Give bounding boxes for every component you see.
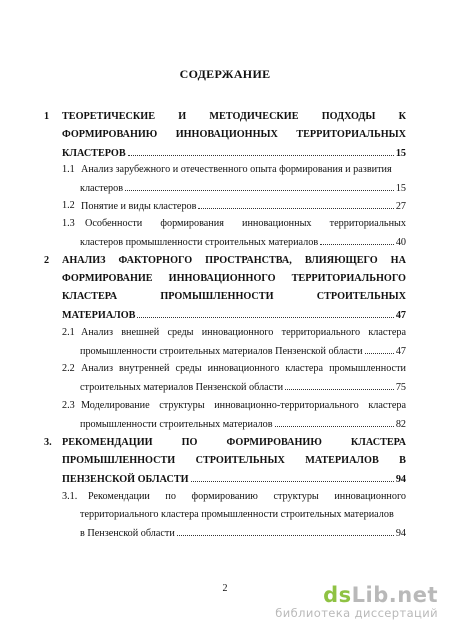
toc-entry-2-1-page: 47 xyxy=(395,346,406,357)
dot-leader xyxy=(275,417,394,427)
toc-entry-2-1-line-2[interactable] xyxy=(80,344,406,357)
watermark xyxy=(275,584,438,620)
word: К xyxy=(398,111,406,122)
toc-entry-1-page: 15 xyxy=(395,148,406,159)
toc-entry-3-1-page: 94 xyxy=(395,528,406,539)
word: инновационного xyxy=(207,363,280,374)
word: ТЕОРЕТИЧЕСКИЕ xyxy=(62,111,155,122)
toc-entry-2-2-line-1 xyxy=(81,362,406,375)
word: МАТЕРИАЛОВ xyxy=(305,455,379,466)
toc-entry-3-line-3[interactable] xyxy=(62,472,406,485)
toc-entry-1-line-2 xyxy=(62,128,406,141)
toc-entry-3-line-1 xyxy=(62,436,406,449)
word: СТРОИТЕЛЬНЫХ xyxy=(316,291,406,302)
word: кластера xyxy=(285,363,324,374)
toc-entry-2-line-4[interactable] xyxy=(62,308,406,321)
toc-entry-1-1-number: 1.1 xyxy=(62,164,75,175)
toc-entry-2-number: 2 xyxy=(44,255,50,266)
word: по xyxy=(165,491,176,502)
word: ТЕРРИТОРИАЛЬНОГО xyxy=(291,273,406,284)
toc-entry-2-2-number: 2.2 xyxy=(62,363,75,374)
word: ПОДХОДЫ xyxy=(321,111,376,122)
watermark-logo xyxy=(275,584,438,606)
toc-entry-2-page: 47 xyxy=(395,310,406,321)
word: Моделирование xyxy=(81,400,150,411)
toc-entry-2-2-page: 75 xyxy=(395,382,406,393)
toc-entry-1-2-line-1[interactable] xyxy=(81,199,406,212)
word: АНАЛИЗ xyxy=(62,255,106,266)
word: территориальных xyxy=(329,218,406,229)
word: ТЕРРИТОРИАЛЬНЫХ xyxy=(296,129,406,140)
word: Анализ xyxy=(81,327,113,338)
toc-entry-1-1-text: кластеров xyxy=(80,183,124,194)
word: инновационного xyxy=(201,327,274,338)
word: ВЛИЯЮЩЕГО xyxy=(304,255,378,266)
toc-title: СОДЕРЖАНИЕ xyxy=(179,67,271,81)
toc-entry-3-1-line-1 xyxy=(88,490,406,503)
toc-entry-1-3-line-1 xyxy=(85,217,406,230)
toc-entry-3-1-number: 3.1. xyxy=(62,491,78,502)
word: ИННОВАЦИОННЫХ xyxy=(175,129,278,140)
toc-entry-2-3-line-2[interactable] xyxy=(80,417,406,430)
toc-entry-1-number: 1 xyxy=(44,111,50,122)
word: структуры xyxy=(273,491,319,502)
word: ФАКТОРНОГО xyxy=(118,255,193,266)
watermark-logo-ds: ds xyxy=(323,583,352,607)
toc-entry-2-3-page: 82 xyxy=(395,419,406,430)
word: внешней xyxy=(121,327,160,338)
toc-entry-1-1-line-2[interactable] xyxy=(80,181,406,194)
word: внутренней xyxy=(119,363,170,374)
dot-leader xyxy=(320,235,394,245)
toc-entry-1-text: КЛАСТЕРОВ xyxy=(62,148,126,159)
word: ФОРМИРОВАНИЮ xyxy=(62,129,158,140)
word: Анализ xyxy=(81,363,113,374)
word: формированию xyxy=(191,491,258,502)
word: кластера xyxy=(368,327,406,338)
word: ПРОМЫШЛЕННОСТИ xyxy=(160,291,274,302)
toc-entry-2-text: МАТЕРИАЛОВ xyxy=(62,310,136,321)
toc-entry-1-3-number: 1.3 xyxy=(62,218,75,229)
word: КЛАСТЕРА xyxy=(62,291,118,302)
word: РЕКОМЕНДАЦИИ xyxy=(62,437,153,448)
dot-leader xyxy=(128,146,394,156)
watermark-logo-rest: Lib.net xyxy=(351,583,438,607)
toc-entry-3-page: 94 xyxy=(395,474,406,485)
toc-entry-1-1-page: 15 xyxy=(395,183,406,194)
toc-entry-3-number: 3. xyxy=(44,437,52,448)
word: формирования xyxy=(160,218,224,229)
toc-entry-3-1-line-2: территориального кластера промышленности строительных материалов xyxy=(80,509,394,520)
toc-entry-3-line-2 xyxy=(62,454,406,467)
word: ПО xyxy=(181,437,198,448)
word: кластера xyxy=(368,400,406,411)
word: промышленности xyxy=(329,363,406,374)
toc-entry-1-3-page: 40 xyxy=(395,237,406,248)
word: среды xyxy=(167,327,194,338)
toc-entry-3-text: ПЕНЗЕНСКОЙ ОБЛАСТИ xyxy=(62,474,189,485)
word: ПРОМЫШЛЕННОСТИ xyxy=(62,455,176,466)
toc-entry-2-3-number: 2.3 xyxy=(62,400,75,411)
toc-entry-1-2-text: Понятие и виды кластеров xyxy=(81,201,197,212)
dot-leader xyxy=(125,181,394,191)
toc-entry-1-3-line-2[interactable] xyxy=(80,235,406,248)
word: среды xyxy=(175,363,202,374)
toc-entry-2-line-3 xyxy=(62,290,406,303)
toc-entry-1-3-text: кластеров промышленности строительных материалов xyxy=(80,237,319,248)
toc-entry-2-line-2 xyxy=(62,272,406,285)
toc-entry-2-1-line-1 xyxy=(81,326,406,339)
word: инновационных xyxy=(242,218,312,229)
toc-entry-2-1-text: промышленности строительных материалов Пензенской области xyxy=(80,346,363,357)
dot-leader xyxy=(198,199,393,209)
dot-leader xyxy=(365,344,394,354)
word: МЕТОДИЧЕСКИЕ xyxy=(209,111,299,122)
word: инновационно-территориального xyxy=(214,400,359,411)
toc-entry-2-line-1 xyxy=(62,254,406,267)
page-number: 2 xyxy=(222,583,228,594)
word: Рекомендации xyxy=(88,491,150,502)
toc-entry-2-2-line-2[interactable] xyxy=(80,380,406,393)
toc-entry-1-line-3[interactable] xyxy=(62,146,406,159)
word: НА xyxy=(390,255,406,266)
word: Особенности xyxy=(85,218,143,229)
toc-entry-1-2-number: 1.2 xyxy=(62,200,75,211)
toc-entry-2-1-number: 2.1 xyxy=(62,327,75,338)
word: КЛАСТЕРА xyxy=(350,437,406,448)
word: ПРОСТРАНСТВА, xyxy=(205,255,292,266)
toc-entry-1-1-line-1: Анализ зарубежного и отечественного опыта формирования и развития xyxy=(81,164,392,175)
word: ФОРМИРОВАНИЮ xyxy=(226,437,322,448)
toc-entry-2-3-line-1 xyxy=(81,399,406,412)
word: инновационного xyxy=(334,491,406,502)
word: ИННОВАЦИОННОГО xyxy=(168,273,276,284)
toc-entry-2-2-text: строительных материалов Пензенской области xyxy=(80,382,284,393)
dot-leader xyxy=(137,308,393,318)
dot-leader xyxy=(177,526,394,536)
word: И xyxy=(178,111,187,122)
word: структуры xyxy=(159,400,205,411)
toc-entry-3-1-text: в Пензенской области xyxy=(80,528,175,539)
dot-leader xyxy=(191,472,394,482)
dot-leader xyxy=(285,380,394,390)
word: СТРОИТЕЛЬНЫХ xyxy=(195,455,285,466)
word: В xyxy=(399,455,406,466)
toc-entry-3-1-line-3[interactable] xyxy=(80,526,406,539)
toc-entry-1-2-page: 27 xyxy=(395,201,406,212)
watermark-subtitle: библиотека диссертаций xyxy=(275,606,438,620)
word: территориального xyxy=(281,327,361,338)
toc-entry-1-line-1 xyxy=(62,110,406,123)
word: ФОРМИРОВАНИЕ xyxy=(62,273,153,284)
toc-entry-2-3-text: промышленности строительных материалов xyxy=(80,419,273,430)
